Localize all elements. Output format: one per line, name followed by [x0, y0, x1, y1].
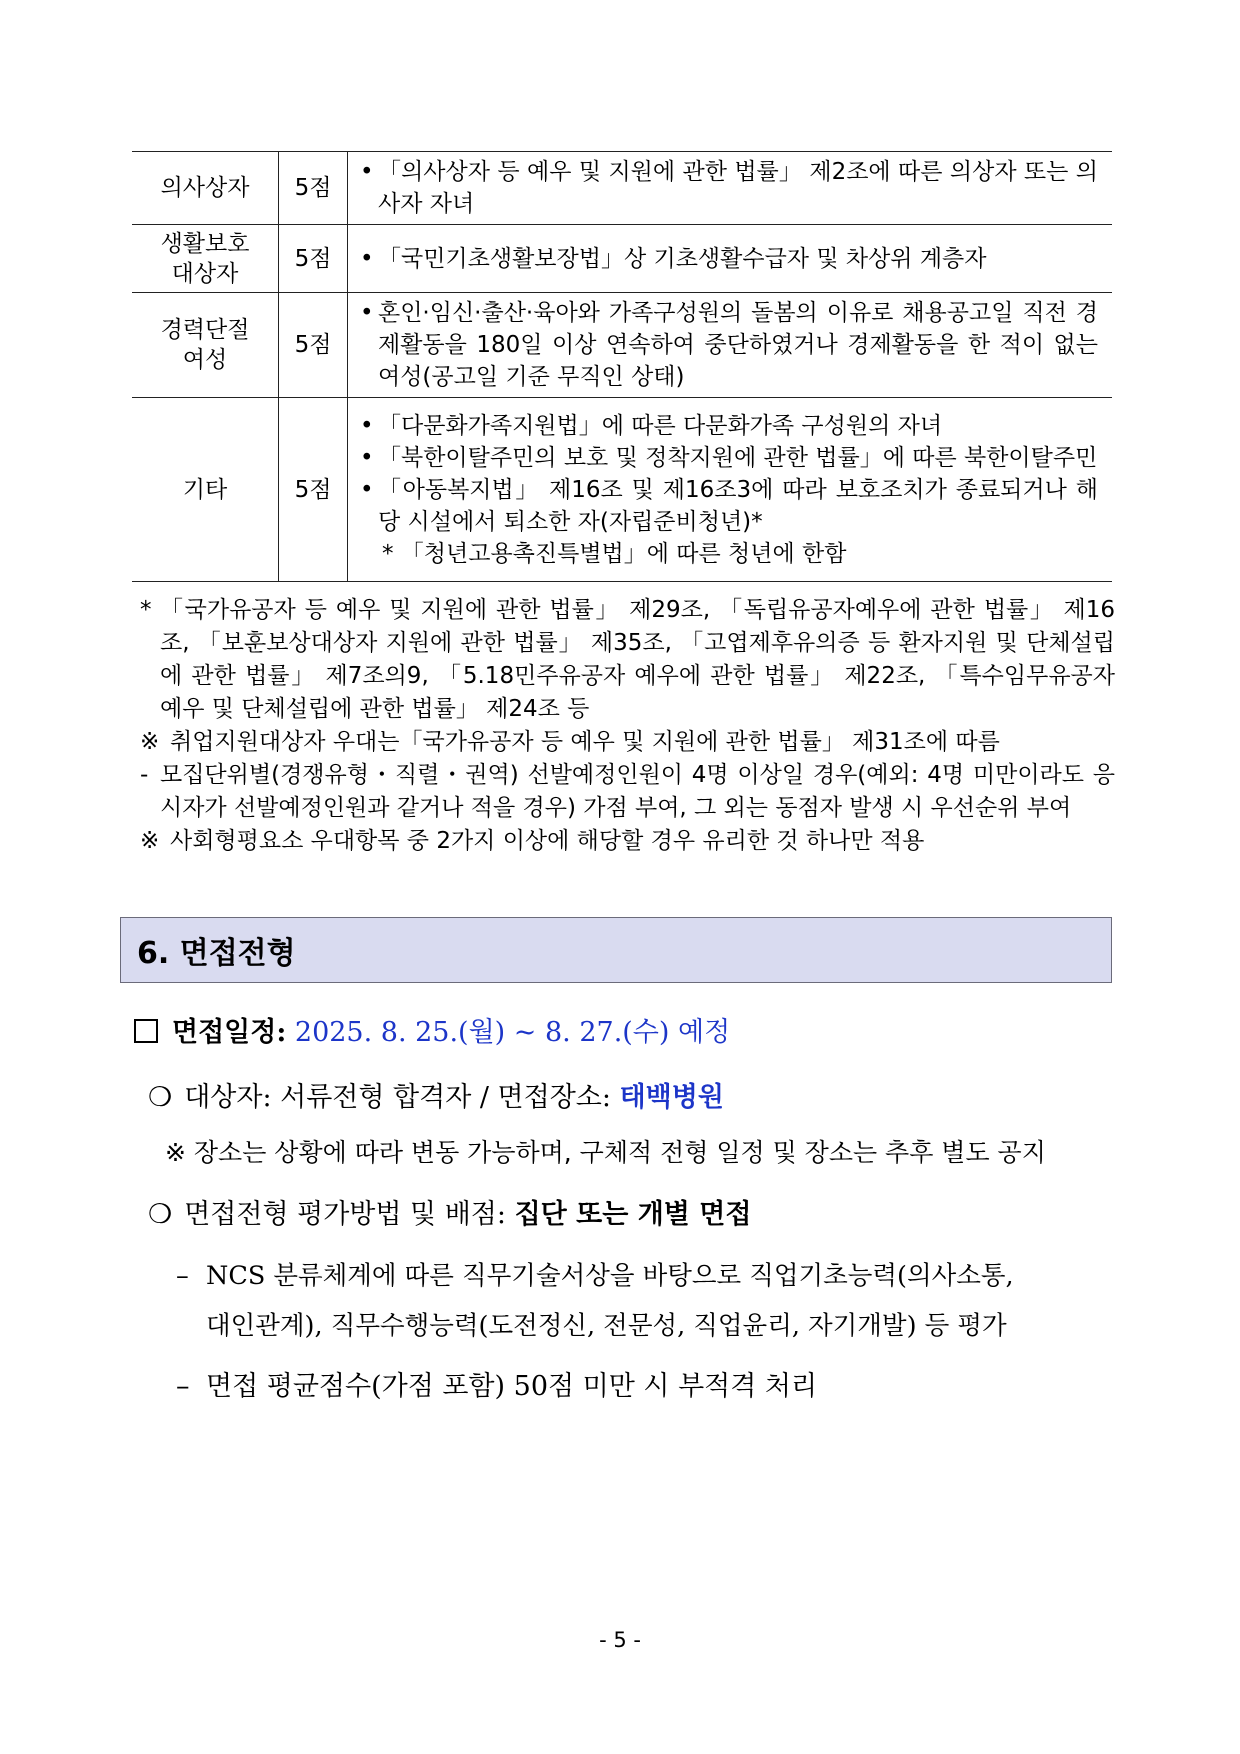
table-row	[132, 398, 1112, 582]
description-cell	[348, 293, 1113, 398]
dash-item: – 면접 평균점수(가점 포함) 50점 미만 시 부적격 처리	[176, 1371, 818, 1402]
venue-note: ※ 장소는 상황에 따라 변동 가능하며, 구체적 전형 일정 및 장소는 추후 별도 공지	[165, 1138, 1046, 1167]
note-item: - 모집단위별(경쟁유형・직렬・권역) 선발예정인원이 4명 이상일 경우(예외: 4명 미만이라도 응시자가 선발예정인원과 같거나 적을 경우) 가점 부여, 그 외는 동점자 발생 시 우선순위 부여	[140, 762, 1115, 821]
category-cell: 생활보호 대상자	[132, 225, 279, 293]
points-cell: 5점	[279, 152, 348, 225]
circle-bullet-icon: ❍	[148, 1082, 173, 1113]
circle-bullet-icon: ❍	[148, 1199, 173, 1230]
category-cell: 경력단절 여성	[132, 293, 279, 398]
section-title: 6. 면접전형	[137, 936, 296, 971]
note-item: ※ 취업지원대상자 우대는「국가유공자 등 예우 및 지원에 관한 법률」 제31조에 따름	[140, 729, 1000, 755]
bullet-item: • 혼인·임신·출산·육아와 가족구성원의 돌봄의 이유로 채용공고일 직전 경제활동을 180일 이상 연속하여 중단하였거나 경제활동을 한 적이 없는 여성(공고일 기준 무직인 상태)	[360, 300, 1098, 390]
method-label: 면접전형 평가방법 및 배점:	[184, 1199, 506, 1230]
section-header	[120, 917, 1112, 983]
table-row	[132, 225, 1112, 293]
target-label: 대상자: 서류전형 합격자 / 면접장소:	[184, 1082, 611, 1113]
preference-table	[132, 151, 1112, 582]
bullet-item: • 「의사상자 등 예우 및 지원에 관한 법률」 제2조에 따른 의상자 또는 의사자 자녀	[360, 159, 1098, 217]
dash-item: – NCS 분류체계에 따른 직무기술서상을 바탕으로 직업기초능력(의사소통,	[176, 1261, 1014, 1291]
note-item: * 「국가유공자 등 예우 및 지원에 관한 법률」 제29조, 「독립유공자예우에 관한 법률」 제16조, 「보훈보상대상자 지원에 관한 법률」 제35조, 「고엽제후유의증 등 환자지원 및 단체설립에 관한 법률」 제7조의9, 「5.18민주유공자 예우에 관한 법률」 제22조, 「특수임무유공자 예우 및 단체설립에 관한 법률」 제24조 등	[140, 597, 1115, 722]
category-cell: 의사상자	[132, 152, 279, 225]
category-cell: 기타	[132, 398, 279, 582]
bullet-item: • 「아동복지법」 제16조 및 제16조3에 따라 보호조치가 종료되거나 해당 시설에서 퇴소한 자(자립준비청년)*	[360, 476, 1098, 535]
interview-target-line	[148, 1075, 724, 1114]
note-item: ※ 사회형평요소 우대항목 중 2가지 이상에 해당할 경우 유리한 것 하나만 적용	[140, 828, 925, 854]
points-cell: 5점	[279, 225, 348, 293]
bullet-item: • 「다문화가족지원법」에 따른 다문화가족 구성원의 자녀	[360, 412, 943, 439]
table-row	[132, 152, 1112, 225]
interview-schedule-line	[134, 1010, 730, 1049]
schedule-value: 2025. 8. 25.(월) ~ 8. 27.(수) 예정	[294, 1017, 731, 1048]
interview-method-line	[148, 1192, 751, 1231]
dash-item-continuation: 대인관계), 직무수행능력(도전정신, 전문성, 직업윤리, 자기개발) 등 평가	[206, 1311, 1007, 1341]
bullet-item: • 「북한이탈주민의 보호 및 정착지원에 관한 법률」에 따른 북한이탈주민	[360, 444, 1098, 471]
description-cell	[348, 398, 1113, 582]
footnote-text: * 「청년고용촉진특별법」에 따른 청년에 한함	[382, 540, 847, 567]
checkbox-square-icon	[134, 1019, 158, 1043]
points-cell: 5점	[279, 398, 348, 582]
bullet-item: • 「국민기초생활보장법」상 기초생활수급자 및 차상위 계층자	[360, 245, 987, 272]
points-cell: 5점	[279, 293, 348, 398]
table-row	[132, 293, 1112, 398]
schedule-label: 면접일정:	[172, 1017, 287, 1048]
method-value: 집단 또는 개별 면접	[514, 1199, 752, 1230]
description-cell	[348, 225, 1113, 293]
description-cell	[348, 152, 1113, 225]
interview-place: 태백병원	[619, 1082, 724, 1113]
page-number: - 5 -	[599, 1628, 641, 1652]
notes-block	[140, 594, 1115, 858]
